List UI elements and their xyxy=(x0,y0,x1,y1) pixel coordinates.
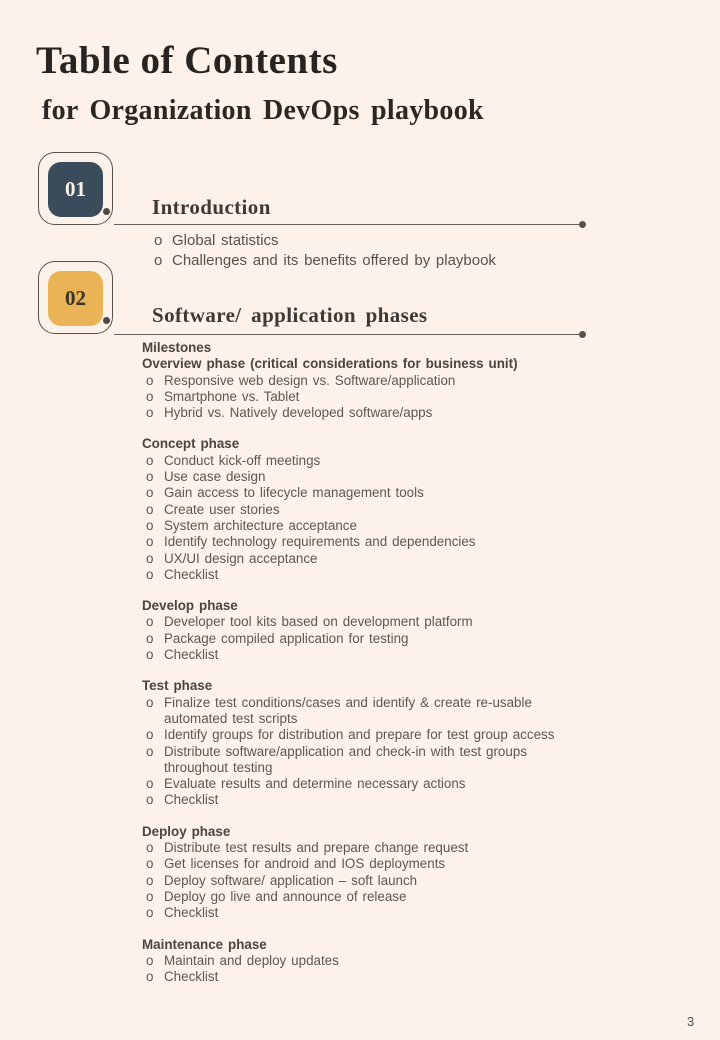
phase-group xyxy=(142,436,594,583)
circle-bullet-icon: o xyxy=(146,694,154,710)
list-item xyxy=(142,373,594,389)
list-item-text: Checklist xyxy=(164,969,219,985)
section-heading-introduction: Introduction xyxy=(152,195,271,219)
circle-bullet-icon: o xyxy=(146,388,154,404)
circle-bullet-icon: o xyxy=(146,614,154,630)
page-number: 3 xyxy=(687,1014,695,1029)
list-item-text: Checklist xyxy=(164,566,219,582)
list-item xyxy=(142,695,594,728)
circle-bullet-icon: o xyxy=(146,905,154,921)
circle-bullet-icon: o xyxy=(146,630,154,646)
list-item-text: Maintain and deploy updates xyxy=(164,952,339,968)
circle-bullet-icon: o xyxy=(146,952,154,968)
page-title: Table of Contents xyxy=(36,39,338,82)
intro-list xyxy=(152,231,592,270)
list-item xyxy=(142,614,594,630)
circle-bullet-icon: o xyxy=(146,647,154,663)
phase-group xyxy=(142,340,594,421)
list-item xyxy=(142,405,594,421)
circle-bullet-icon: o xyxy=(146,452,154,468)
list-item xyxy=(142,518,594,534)
list-item xyxy=(142,727,594,743)
list-item xyxy=(142,856,594,872)
circle-bullet-icon: o xyxy=(146,550,154,566)
circle-bullet-icon: o xyxy=(146,792,154,808)
list-item xyxy=(142,389,594,405)
rule-end-dot-icon xyxy=(579,221,586,228)
circle-bullet-icon: o xyxy=(146,840,154,856)
list-item xyxy=(142,453,594,469)
phase-header: Deploy phase xyxy=(142,823,231,839)
list-item-text: Deploy software/ application – soft launch xyxy=(164,872,418,888)
list-item-text: Distribute test results and prepare change request xyxy=(164,840,469,856)
circle-bullet-icon: o xyxy=(146,566,154,582)
list-item-text: Global statistics xyxy=(172,232,279,249)
list-item xyxy=(142,905,594,921)
circle-bullet-icon: o xyxy=(146,872,154,888)
section-marker-02 xyxy=(38,261,118,339)
circle-bullet-icon: o xyxy=(146,776,154,792)
phase-groups xyxy=(142,340,594,1000)
circle-bullet-icon: o xyxy=(146,969,154,985)
circle-bullet-icon: o xyxy=(154,251,163,269)
section-rule xyxy=(114,224,583,225)
section-rule xyxy=(114,334,583,335)
list-item xyxy=(142,792,594,808)
list-item xyxy=(142,551,594,567)
phase-header: Test phase xyxy=(142,678,213,694)
phase-group xyxy=(142,598,594,663)
section-marker-01 xyxy=(38,152,118,230)
list-item-text: Package compiled application for testing xyxy=(164,630,409,646)
section-badge-02: 02 xyxy=(48,271,103,326)
list-item-text: System architecture acceptance xyxy=(164,517,357,533)
list-item-text: UX/UI design acceptance xyxy=(164,550,318,566)
phase-group xyxy=(142,937,594,986)
list-item xyxy=(142,469,594,485)
list-item xyxy=(152,231,592,251)
list-item-text: Smartphone vs. Tablet xyxy=(164,388,300,404)
list-item xyxy=(142,776,594,792)
list-item-text: Finalize test conditions/cases and identify & create re-usable automated test scripts xyxy=(164,694,532,726)
list-item xyxy=(142,567,594,583)
list-item xyxy=(142,647,594,663)
circle-bullet-icon: o xyxy=(146,856,154,872)
list-item-text: Use case design xyxy=(164,469,266,485)
section-heading-software-phases: Software/ application phases xyxy=(152,303,428,327)
list-item-text: Identify groups for distribution and prepare for test group access xyxy=(164,727,555,743)
list-item-text: Hybrid vs. Natively developed software/apps xyxy=(164,405,433,421)
list-item-text: Challenges and its benefits offered by playbook xyxy=(172,251,496,269)
list-item xyxy=(142,485,594,501)
circle-bullet-icon: o xyxy=(146,405,154,421)
phase-header: Milestones xyxy=(142,340,212,355)
list-item-text: Evaluate results and determine necessary actions xyxy=(164,776,466,792)
phase-header: Develop phase xyxy=(142,598,238,614)
circle-bullet-icon: o xyxy=(146,727,154,743)
list-item-text: Gain access to lifecycle management tools xyxy=(164,485,424,501)
list-item-text: Checklist xyxy=(164,647,219,663)
list-item xyxy=(142,502,594,518)
phase-header: Concept phase xyxy=(142,436,240,452)
circle-bullet-icon: o xyxy=(146,469,154,485)
rule-end-dot-icon xyxy=(579,331,586,338)
phase-group xyxy=(142,824,594,922)
list-item xyxy=(142,840,594,856)
circle-bullet-icon: o xyxy=(146,485,154,501)
circle-bullet-icon: o xyxy=(154,232,163,249)
list-item-text: Deploy go live and announce of release xyxy=(164,888,407,904)
list-item-text: Checklist xyxy=(164,792,219,808)
list-item xyxy=(152,251,592,271)
list-item xyxy=(142,873,594,889)
list-item-text: Checklist xyxy=(164,905,219,921)
connector-dot-icon xyxy=(103,208,110,215)
list-item xyxy=(142,631,594,647)
page-subtitle: for Organization DevOps playbook xyxy=(42,95,484,126)
phase-header: Maintenance phase xyxy=(142,936,267,952)
section-badge-01: 01 xyxy=(48,162,103,217)
circle-bullet-icon: o xyxy=(146,534,154,550)
circle-bullet-icon: o xyxy=(146,372,154,388)
list-item xyxy=(142,744,594,777)
phase-header: Overview phase (critical considerations for business unit) xyxy=(142,356,518,372)
list-item xyxy=(142,534,594,550)
list-item-text: Distribute software/application and check-in with test groups throughout testing xyxy=(164,743,527,775)
circle-bullet-icon: o xyxy=(146,501,154,517)
list-item xyxy=(142,889,594,905)
list-item xyxy=(142,969,594,985)
list-item-text: Conduct kick-off meetings xyxy=(164,452,321,468)
phase-group xyxy=(142,678,594,808)
circle-bullet-icon: o xyxy=(146,517,154,533)
list-item-text: Developer tool kits based on development platform xyxy=(164,614,473,630)
list-item-text: Responsive web design vs. Software/application xyxy=(164,372,456,388)
list-item-text: Identify technology requirements and dependencies xyxy=(164,534,476,550)
list-item-text: Get licenses for android and IOS deployments xyxy=(164,856,446,872)
circle-bullet-icon: o xyxy=(146,888,154,904)
circle-bullet-icon: o xyxy=(146,743,154,759)
list-item-text: Create user stories xyxy=(164,501,280,517)
connector-dot-icon xyxy=(103,317,110,324)
list-item xyxy=(142,953,594,969)
